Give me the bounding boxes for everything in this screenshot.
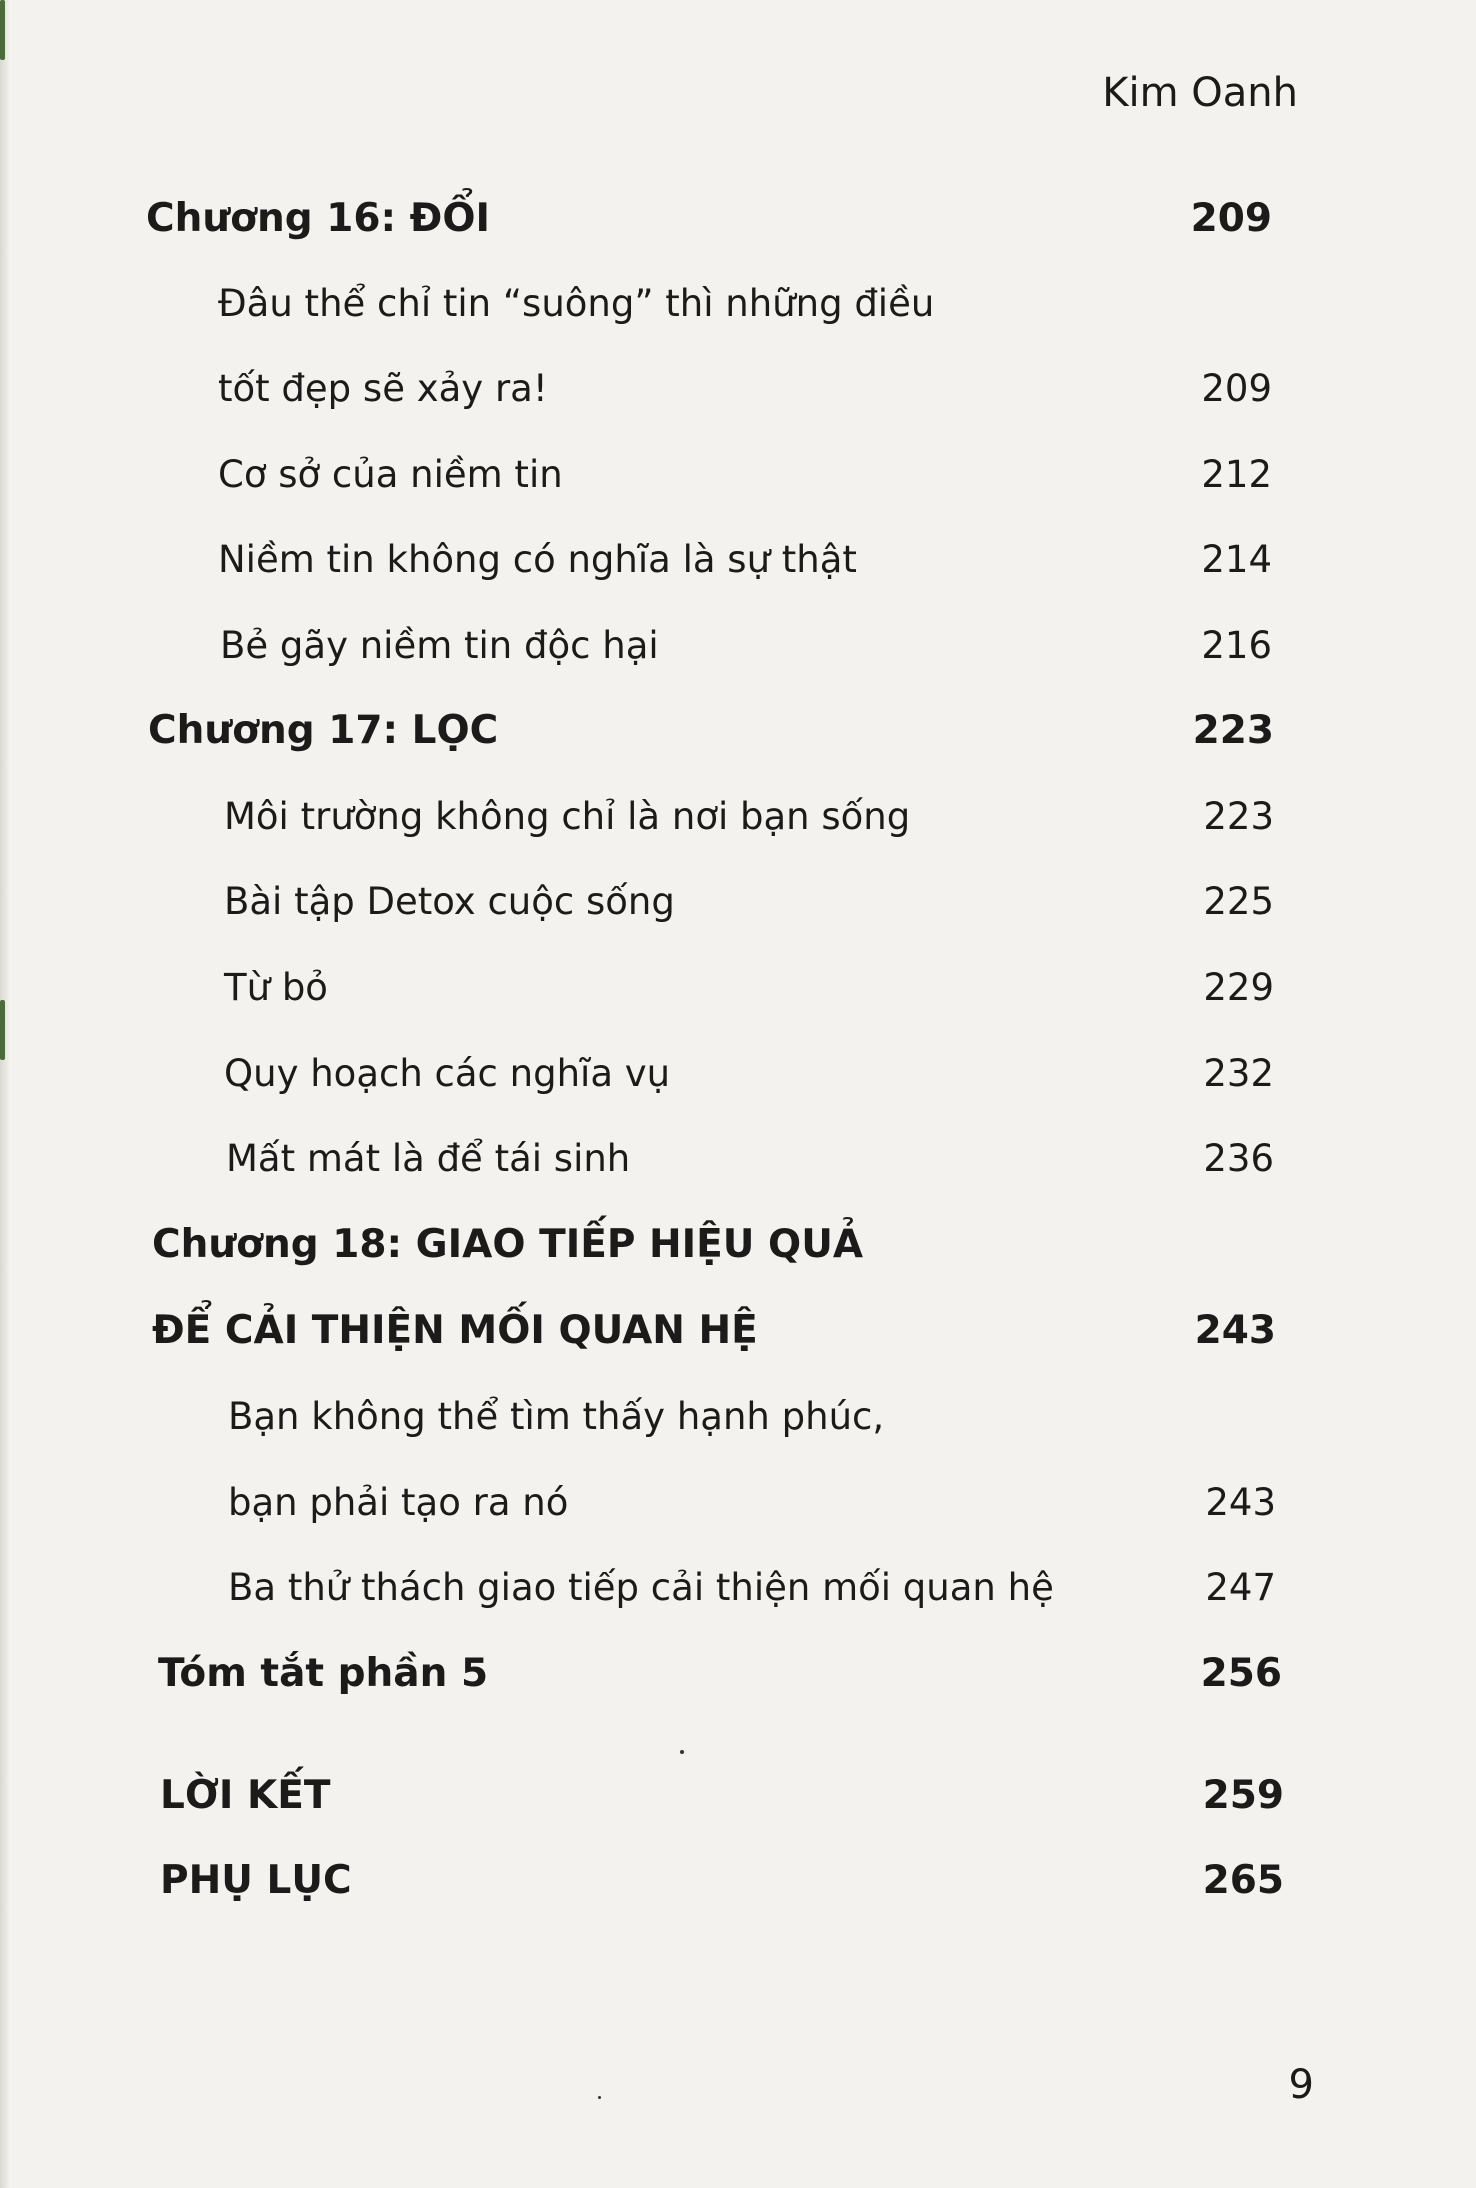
toc-entry-page: 223 [1203, 795, 1274, 838]
toc-entry-page: 232 [1203, 1052, 1274, 1095]
toc-entry-title: Niềm tin không có nghĩa là sự thật [218, 538, 857, 581]
toc-entry-page: 229 [1203, 966, 1274, 1009]
toc-entry-title: Cơ sở của niềm tin [218, 453, 563, 496]
toc-entry[interactable] [224, 871, 1274, 933]
toc-entry-title: Ba thử thách giao tiếp cải thiện mối quan hệ [228, 1566, 1054, 1609]
toc-entry-page: 256 [1200, 1651, 1282, 1696]
toc-entry-page: 212 [1201, 453, 1272, 496]
toc-entry-title: Bài tập Detox cuộc sống [224, 880, 675, 923]
toc-entry[interactable] [160, 1765, 1284, 1827]
toc-entry-title: LỜI KẾT [160, 1773, 331, 1818]
page-edge-shadow [0, 0, 10, 2188]
toc-entry[interactable] [218, 273, 1272, 335]
toc-entry-page: 247 [1205, 1566, 1276, 1609]
toc-entry-title: Mất mát là để tái sinh [226, 1137, 631, 1180]
toc-entry[interactable] [152, 1214, 1276, 1276]
toc-entry-page: 265 [1202, 1858, 1284, 1903]
toc-entry-page: 236 [1203, 1137, 1274, 1180]
running-header-author: Kim Oanh [1102, 70, 1298, 116]
toc-entry-title: tốt đẹp sẽ xảy ra! [218, 367, 548, 410]
page-edge-mark [0, 1000, 5, 1060]
toc-entry[interactable] [220, 615, 1272, 677]
toc-entry[interactable] [218, 358, 1272, 420]
toc-entry-page: 225 [1203, 880, 1274, 923]
page-edge-mark [0, 0, 5, 60]
toc-entry[interactable] [224, 786, 1274, 848]
toc-entry-title: bạn phải tạo ra nó [228, 1481, 569, 1524]
toc-entry[interactable] [152, 1300, 1276, 1362]
toc-entry-page: 243 [1194, 1308, 1276, 1353]
toc-entry-page: 259 [1202, 1773, 1284, 1818]
page-number: 9 [1288, 2062, 1314, 2108]
toc-entry-title: Chương 17: LỌC [148, 708, 499, 753]
toc-entry-title: Chương 16: ĐỔI [146, 196, 490, 241]
toc-entry-page: 209 [1201, 367, 1272, 410]
toc-entry[interactable] [160, 1850, 1284, 1912]
toc-entry-title: Bẻ gãy niềm tin độc hại [220, 624, 659, 667]
print-speck [680, 1750, 684, 1754]
toc-entry-title: Tóm tắt phần 5 [158, 1651, 489, 1696]
toc-entry[interactable] [148, 700, 1274, 762]
toc-entry[interactable] [226, 1128, 1274, 1190]
toc-entry[interactable] [224, 957, 1274, 1019]
toc-entry[interactable] [146, 188, 1272, 250]
toc-entry-title: ĐỂ CẢI THIỆN MỐI QUAN HỆ [152, 1308, 758, 1353]
toc-entry-page: 214 [1201, 538, 1272, 581]
toc-entry[interactable] [218, 529, 1272, 591]
print-speck [598, 2096, 601, 2099]
toc-entry-title: Môi trường không chỉ là nơi bạn sống [224, 795, 911, 838]
toc-entry-page: 209 [1190, 196, 1272, 241]
toc-entry[interactable] [224, 1043, 1274, 1105]
toc-entry-title: Từ bỏ [224, 966, 328, 1009]
toc-entry-page: 216 [1201, 624, 1272, 667]
toc-entry-page: 223 [1192, 708, 1274, 753]
toc-entry[interactable] [218, 444, 1272, 506]
toc-entry[interactable] [228, 1472, 1276, 1534]
toc-entry[interactable] [228, 1386, 1276, 1448]
toc-entry-title: Quy hoạch các nghĩa vụ [224, 1052, 671, 1095]
toc-entry-page: 243 [1205, 1481, 1276, 1524]
toc-entry-title: PHỤ LỤC [160, 1858, 352, 1903]
toc-entry-title: Bạn không thể tìm thấy hạnh phúc, [228, 1395, 885, 1438]
toc-entry[interactable] [228, 1557, 1276, 1619]
toc-entry-title: Đâu thể chỉ tin “suông” thì những điều [218, 282, 935, 325]
toc-entry[interactable] [158, 1643, 1282, 1705]
toc-entry-title: Chương 18: GIAO TIẾP HIỆU QUẢ [152, 1222, 864, 1267]
